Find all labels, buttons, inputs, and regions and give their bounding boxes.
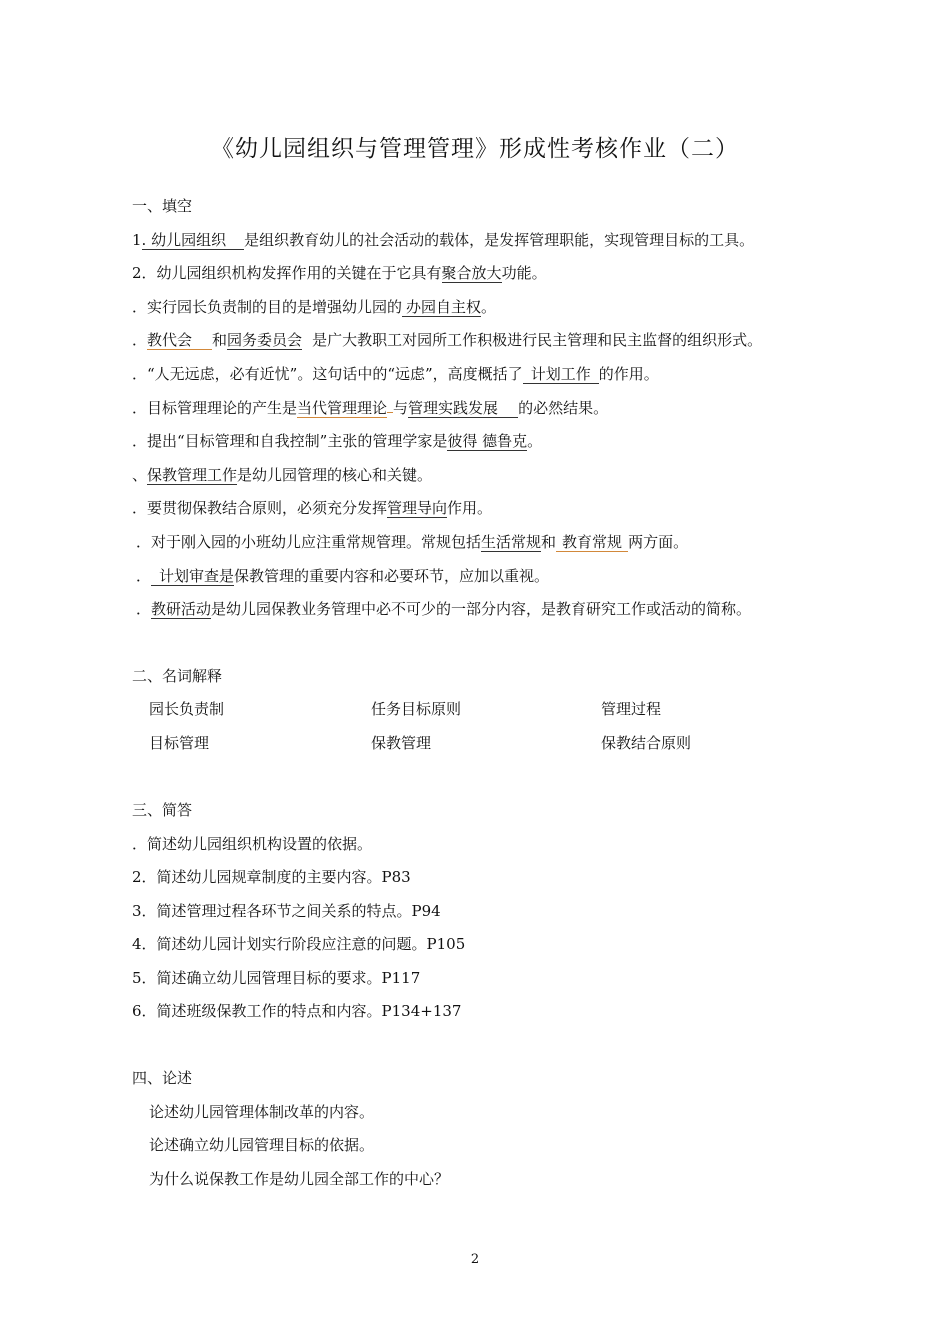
term: 园长负责制 — [149, 700, 225, 718]
essay-item: 为什么说保教工作是幼儿园全部工作的中心？ — [149, 1170, 450, 1188]
fill-item-1: 1. 幼儿园组织 是组织教育幼儿的社会活动的载体，是发挥管理职能，实现管理目标的工具。 — [132, 231, 755, 249]
answer-blank: 聚合放大 — [441, 264, 502, 282]
answer-blank: 彼得 德鲁克 — [447, 432, 528, 450]
fill-item-3: ．实行园长负责制的目的是增强幼儿园的 办园自主权。 — [132, 298, 497, 316]
short-answer-item: 3．简述管理过程各环节之间关系的特点。P94 — [132, 902, 441, 920]
term: 目标管理 — [149, 734, 210, 752]
terms-row-1 — [149, 699, 749, 719]
answer-blank: 计划工作 — [523, 365, 599, 384]
answer-blank: 管理实践发展 — [408, 399, 518, 418]
fill-item-8: 、保教管理工作是幼儿园管理的核心和关键。 — [132, 466, 433, 484]
answer-blank: 保教管理工作 — [147, 466, 238, 484]
essay-item: 论述幼儿园管理体制改革的内容。 — [149, 1103, 375, 1121]
term: 管理过程 — [601, 700, 662, 718]
short-answer-item: 5．简述确立幼儿园管理目标的要求。P117 — [132, 969, 421, 987]
essay-item: 论述确立幼儿园管理目标的依据。 — [149, 1136, 375, 1154]
terms-row-2 — [149, 733, 749, 753]
fill-item-10: ．对于刚入园的小班幼儿应注重常规管理。常规包括生活常规和 教育常规 两方面。 — [136, 533, 689, 551]
answer-blank: 园务委员会 — [227, 331, 303, 349]
fill-item-11: ． 计划审查是保教管理的重要内容和必要环节，应加以重视。 — [136, 567, 550, 585]
answer-blank: . 幼儿园组织 — [142, 231, 245, 250]
fill-item-4: ．教代会 和园务委员会 是广大教职工对园所工作积极进行民主管理和民主监督的组织形式。 — [132, 331, 763, 349]
section-heading-essay: 四、论述 — [132, 1069, 193, 1087]
fill-item-6: ．目标管理理论的产生是当代管理理论 与管理实践发展 的必然结果。 — [132, 399, 609, 417]
fill-item-5: ．“人无远虑，必有近忧”。这句话中的“远虑”，高度概括了 计划工作 的作用。 — [132, 365, 659, 383]
section-heading-short-answer: 三、简答 — [132, 801, 193, 819]
short-answer-item: 2．简述幼儿园规章制度的主要内容。P83 — [132, 868, 411, 886]
answer-blank: 教研活动 — [151, 600, 212, 618]
answer-blank: 生活常规 — [481, 533, 542, 551]
section-heading-fill-blank: 一、填空 — [132, 197, 193, 215]
fill-item-7: ．提出“目标管理和自我控制”主张的管理学家是彼得 德鲁克。 — [132, 432, 543, 450]
fill-item-12: ．教研活动是幼儿园保教业务管理中必不可少的一部分内容，是教育研究工作或活动的简称。 — [136, 600, 752, 618]
term: 保教结合原则 — [601, 734, 692, 752]
page-number: 2 — [470, 1252, 480, 1267]
short-answer-item: 6．简述班级保教工作的特点和内容。P134+137 — [132, 1002, 462, 1020]
short-answer-item: ．简述幼儿园组织机构设置的依据。 — [132, 835, 373, 853]
term: 任务目标原则 — [371, 700, 462, 718]
answer-blank: 当代管理理论 — [297, 399, 388, 417]
answer-blank: 教育常规 — [556, 533, 628, 552]
document-title: 《幼儿园组织与管理管理》形成性考核作业（二） — [211, 136, 739, 162]
section-heading-definitions: 二、名词解释 — [132, 667, 223, 685]
term: 保教管理 — [371, 734, 432, 752]
answer-blank: 办园自主权 — [402, 298, 481, 317]
fill-item-2: 2．幼儿园组织机构发挥作用的关键在于它具有聚合放大功能。 — [132, 264, 547, 282]
short-answer-item: 4．简述幼儿园计划实行阶段应注意的问题。P105 — [132, 935, 466, 953]
fill-item-9: ．要贯彻保教结合原则，必须充分发挥管理导向作用。 — [132, 499, 493, 517]
answer-blank: 计划审查是 — [151, 567, 234, 586]
answer-blank: 教代会 — [147, 331, 212, 350]
answer-blank: 管理导向 — [387, 499, 448, 517]
